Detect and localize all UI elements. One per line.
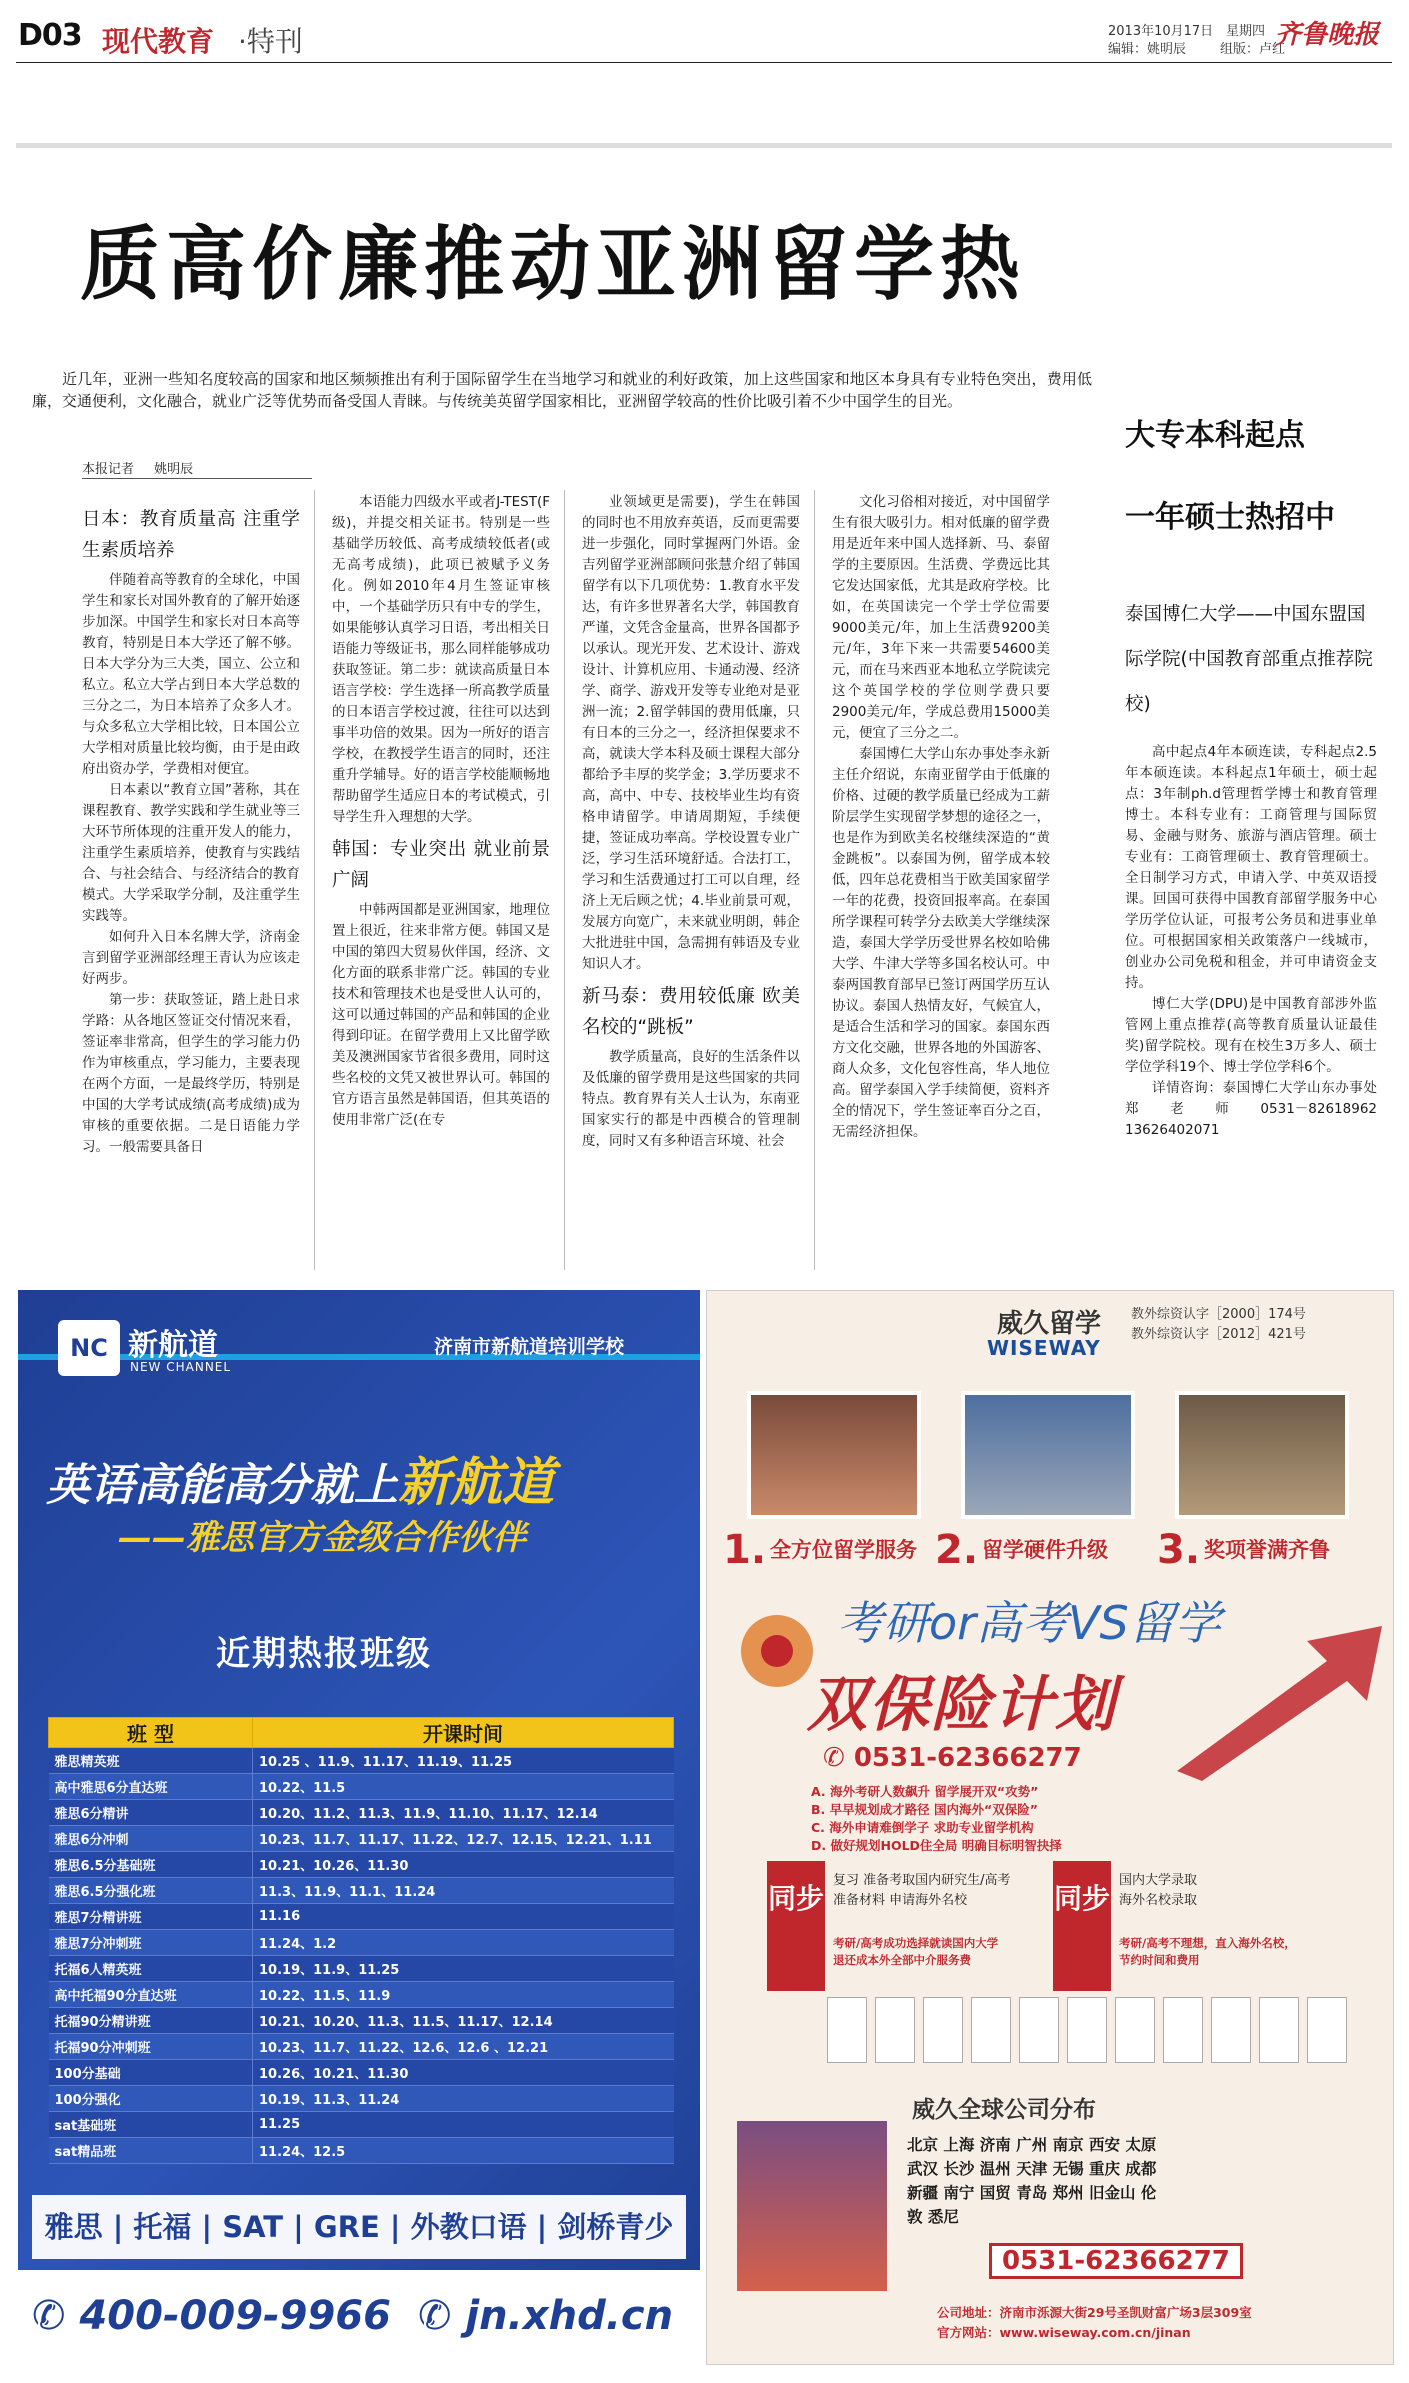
sync-step: 复习 准备考取国内研究生/高考 [833,1873,1011,1888]
license-numbers [1131,1305,1306,1345]
hot-classes-heading: 近期热报班级 [216,1634,432,1674]
class-name: 雅思7分精讲班 [49,1904,253,1930]
offer-letter-icon [1259,1997,1299,2063]
headline-divider [16,143,1392,148]
section-title: 现代教育 [102,25,215,58]
license-line: 教外综资认字［2012］421号 [1131,1327,1306,1342]
offer-letter-icon [1211,1997,1251,2063]
class-dates: 10.20、11.2、11.3、11.9、11.10、11.17、12.14 [253,1800,674,1826]
table-row [49,2034,674,2060]
building-photo-icon [961,1391,1135,1519]
advert-partner-line: ——雅思官方金级合作伙伴 [118,1518,526,1558]
class-name: 雅思6分精讲 [49,1800,253,1826]
slogan-text: 英语高能高分就上 [46,1460,398,1511]
advert-phone: ✆ 0531-62366277 [823,1743,1082,1773]
paragraph: 如何升入日本名牌大学，济南金言到留学亚洲部经理王青认为应该走好两步。 [82,929,300,987]
subhead-japan: 日本：教育质量高 注重学生素质培养 [82,509,300,561]
statue-of-liberty-icon [737,2121,887,2291]
class-name: sat基础班 [49,2112,253,2138]
offer-letter-icon [1307,1997,1347,2063]
table-row [49,1930,674,1956]
paragraph: 第一步：获取签证，踏上赴日求学路：从各地区签证交付情况来看，签证率非常高，但学生的学习能力仍作为审核重点，学习能力，主要表现在两个方面，一是最终学历，特别是中国的大学考试成绩(高考成绩)成为审核的重要依据。二是日语能力学习。一般需要具备日 [82,992,300,1155]
sidebar-body [1125,742,1377,1141]
note-line: 考研/高考不理想，直入海外名校， [1119,1936,1296,1950]
section-subtitle: ·特刊 [238,25,303,58]
sync-steps [833,1871,1011,1911]
offices-heading: 威久全球公司分布 [912,2097,1096,2123]
paragraph: 本语能力四级水平或者J-TEST(F级)，并提交相关证书。特别是一些基础学历较低、高考成绩较低者(或无高考成绩)，此项已被赋予义务化。例如2010年4月生签证审核中，一个基础学历只有中专的学生，如果能够认真学习日语，考出相关日语能力等级证书，那么同样能够成功获取签证。第二步：就读高质量日本语言学校：学生选择一所高教学质量的日本语言学校过渡，往往可以达到事半功倍的效果。因为一所好的语言学校，在教授学生语言的同时，还注重升学辅导。好的语言学校能顺畅地帮助留学生适应日本的考试模式，引导学生升入理想的大学。 [332,494,550,825]
advert-brand: 新航道 [128,1328,218,1363]
article-column-1 [82,498,300,1158]
feature-text: 全方位留学服务 [770,1538,918,1562]
offer-letter-icon [971,1997,1011,2063]
sync-note [833,1935,998,1969]
table-row [49,1956,674,1982]
class-name: 托福90分精讲班 [49,2008,253,2034]
class-dates: 10.21、10.26、11.30 [253,1852,674,1878]
table-row [49,1748,674,1774]
sync-result: 国内大学录取 [1119,1873,1198,1888]
class-dates: 11.16 [253,1904,674,1930]
table-row [49,1852,674,1878]
bullet-item: D. 做好规划HOLD住全局 明确目标明智抉择 [811,1838,1062,1853]
class-name: 100分基础 [49,2060,253,2086]
column-header-date: 开课时间 [253,1718,674,1748]
feature-number: 2. [935,1527,979,1573]
paragraph: 伴随着高等教育的全球化，中国学生和家长对国外教育的了解开始逐步加深。中国学生和家长对日本高等教育，特别是日本大学还了解不够。日本大学分为三大类，国立、公立和私立。私立大学占到日本大学总数的三分之二，为日本培养了众多人才。与众多私立大学相比较，日本国公立大学相对质量比较均衡，由于是由政府出资办学，学费相对便宜。 [82,572,300,777]
exam-types-bar: 雅思 | 托福 | SAT | GRE | 外教口语 | 剑桥青少 [32,2195,686,2259]
feature-text: 留学硬件升级 [982,1538,1109,1562]
advert-plan-title: 双保险计划 [807,1670,1117,1740]
page-number: D03 [18,18,82,53]
column-divider [314,490,315,1270]
class-name: 雅思6分冲刺 [49,1826,253,1852]
company-website: 官方网站：www.wiseway.com.cn/jinan [937,2325,1191,2340]
paragraph: 教学质量高，良好的生活条件以及低廉的留学费用是这些国家的共同特点。教育界有关人士认为，东南亚国家实行的都是中西模合的管理制度，同时又有多种语言环境、社会 [582,1049,800,1149]
class-dates: 10.25 、11.9、11.17、11.19、11.25 [253,1748,674,1774]
offer-letter-icon [1115,1997,1155,2063]
feature-2 [935,1527,1108,1573]
table-row [49,2138,674,2164]
sync-results [1119,1871,1197,1911]
header-divider [16,62,1392,63]
article-byline: 本报记者 姚明辰 [82,462,194,477]
table-row [49,1878,674,1904]
new-channel-advert [18,1290,700,2365]
bullet-item: A. 海外考研人数飙升 留学展开双“攻势” [811,1784,1039,1799]
class-name: 雅思6.5分基础班 [49,1852,253,1878]
class-name: 高中托福90分直达班 [49,1982,253,2008]
column-divider [814,490,815,1270]
wiseway-advert [706,1290,1394,2365]
class-name: 托福90分冲刺班 [49,2034,253,2060]
table-row [49,1774,674,1800]
sync-step: 准备材料 申请海外名校 [833,1893,968,1908]
sync-badge: 同步 [1053,1861,1111,1991]
offer-letter-icon [1163,1997,1203,2063]
column-header-class: 班 型 [49,1718,253,1748]
note-line: 考研/高考成功选择就读国内大学 [833,1936,999,1950]
class-dates: 11.24、1.2 [253,1930,674,1956]
offer-letter-icon [1067,1997,1107,2063]
bullet-item: B. 早早规划成才路径 国内海外“双保险” [811,1802,1038,1817]
subhead-southeast-asia: 新马泰：费用较低廉 欧美名校的“跳板” [582,986,800,1038]
table-row [49,1982,674,2008]
article-lead: 近几年，亚洲一些知名度较高的国家和地区频频推出有利于国际留学生在当地学习和就业的利好政策，加上这些国家和地区本身具有专业特色突出，费用低廉，交通便利，文化融合，就业广泛等优势而备受国人青睐。与传统美英留学国家相比，亚洲留学较高的性价比吸引着不少中国学生的目光。 [32,370,1092,410]
company-address: 公司地址：济南市泺源大街29号圣凯财富广场3层309室 [937,2305,1252,2320]
editor-credit: 编辑：姚明辰 [1108,42,1187,57]
table-row [49,1800,674,1826]
sync-note [1119,1935,1296,1969]
sync-result: 海外名校录取 [1119,1893,1198,1908]
class-dates: 10.26、10.21、11.30 [253,2060,674,2086]
class-name: sat精品班 [49,2138,253,2164]
article-headline: 质高价廉推动亚洲留学热 [80,218,1026,311]
license-line: 教外综资认字［2000］174号 [1131,1307,1306,1322]
slogan-brand: 新航道 [398,1453,555,1513]
feature-number: 1. [723,1527,767,1573]
new-channel-logo-icon: NC [58,1320,120,1376]
table-row [49,2008,674,2034]
table-row [49,2060,674,2086]
bullet-item: C. 海外申请难倒学子 求助专业留学机构 [811,1820,1034,1835]
feature-1 [723,1527,917,1573]
byline-rule [82,478,312,479]
advert-website: ✆ jn.xhd.cn [418,2293,674,2339]
advert-phone: ✆ 400-009-9966 [32,2293,391,2339]
note-line: 退还成本外全部中介服务费 [833,1953,971,1967]
awards-photo-icon [1175,1391,1349,1519]
class-name: 雅思6.5分强化班 [49,1878,253,1904]
class-name: 雅思7分冲刺班 [49,1930,253,1956]
class-dates: 10.23、11.7、11.17、11.22、12.7、12.15、12.21、1.11 [253,1826,674,1852]
table-row [49,1904,674,1930]
layout-credit: 组版：卢红 [1220,42,1286,57]
paragraph: 中韩两国都是亚洲国家，地理位置上很近，往来非常方便。韩国又是中国的第四大贸易伙伴国，经济、文化方面的联系非常广泛。韩国的专业技术和管理技术也是受世人认可的，这可以通过韩国的产品和韩国的企业得到印证。在留学费用上又比留学欧美及澳洲国家节省很多费用，同时这些名校的文凭又被世界认可。韩国的官方语言虽然是韩国语，但其英语的使用非常广泛(在专 [332,902,550,1128]
feature-3 [1157,1527,1330,1573]
column-divider [564,490,565,1270]
offer-letter-icon [875,1997,915,2063]
issue-date: 2013年10月17日 [1108,24,1214,39]
class-dates: 10.23、11.7、11.22、12.6、12.6 、12.21 [253,2034,674,2060]
contact-info: 详情咨询：泰国博仁大学山东办事处 郑老师0531－82618962 13626402071 [1125,1080,1377,1138]
table-header-row [49,1718,674,1748]
sidebar-title-2: 一年硕士热招中 [1125,500,1335,535]
wiseway-logo-en: WISEWAY [987,1336,1101,1360]
advert-bullets [811,1783,1062,1855]
class-dates: 10.22、11.5、11.9 [253,1982,674,2008]
office-photo-icon [747,1391,921,1519]
advert-hotline: 0531-62366277 [989,2243,1243,2279]
table-row [49,2112,674,2138]
offer-letter-icon [827,1997,867,2063]
article-column-2 [332,492,550,1131]
article-column-4 [832,492,1050,1143]
advert-slogan [46,1440,554,1515]
feature-text: 奖项誉满齐鲁 [1204,1538,1331,1562]
class-schedule-table [48,1717,674,2164]
offer-letter-icon [923,1997,963,2063]
article-column-3 [582,492,800,1152]
table-row [49,2086,674,2112]
feature-number: 3. [1157,1527,1201,1573]
advert-contact [937,2303,1252,2343]
paragraph: 博仁大学(DPU)是中国教育部涉外监管网上重点推荐(高等教育质量认证最佳奖)留学院校。现有在校生3万多人、硕士学位学科19个、博士学位学科6个。 [1125,996,1377,1075]
paragraph: 业领域更是需要)，学生在韩国的同时也不用放弃英语，反而更需要进一步强化，同时掌握两门外语。金吉列留学亚洲部顾问张慧介绍了韩国留学有以下几项优势：1.教育水平发达，有许多世界著名大学，韩国教育严谨，文凭含金量高，世界各国都予以承认。现光开发、艺术设计、游戏设计、计算机应用、卡通动漫、经济学、商学、游戏开发等专业绝对是亚洲一流；2.留学韩国的费用低廉，只有日本的三分之一，经济担保要求不高，就读大学本科及硕士课程大部分都给予丰厚的奖学金；3.学历要求不高，高中、中专、技校毕业生均有资格申请留学。申请周期短，手续便捷，签证成功率高。学校设置专业广泛，学习生活环境舒适。合法打工，学习和生活费通过打工可以自理，经济上无后顾之忧；4.毕业前景可观，发展方向宽广，未来就业明朗，韩企大批进驻中国，急需拥有韩语及专业知识人才。 [582,494,800,972]
table-row [49,1826,674,1852]
note-line: 节约时间和费用 [1119,1953,1200,1967]
class-dates: 10.19、11.9、11.25 [253,1956,674,1982]
paragraph: 高中起点4年本硕连读，专科起点2.5年本硕连读。本科起点1年硕士，硕士起点：3年制ph.d管理哲学博士和教育管理博士。本科专业有：工商管理与国际贸易、金融与财务、旅游与酒店管理。硕士专业有：工商管理硕士、教育管理硕士。全日制学习方式，申请入学、中英双语授课。回国可获得中国教育部留学服务中心学历学位认证，可报考公务员和进事业单位。可根据国家相关政策落户一线城市，创业办公司免税和租金，并可申请资金支持。 [1125,744,1377,991]
paragraph: 泰国博仁大学山东办事处李永新主任介绍说，东南亚留学由于低廉的价格、过硬的教学质量已经成为工薪阶层学生实现留学梦想的途径之一，也是作为到欧美名校继续深造的“黄金跳板”。以泰国为例，留学成本较低，四年总花费相当于欧美国家留学一年的花费，投资回报率高。在泰国所学课程可转学分去欧美大学继续深造，泰国大学学历受世界名校如哈佛大学、牛津大学等多国名校认可。中泰两国教育部早已签订两国学历互认协议。泰国人热情友好，气候宜人，是适合生活和学习的国家。泰国东西方文化交融，世界各地的外国游客、商人众多，文化包容性高，华人地位高。留学泰国入学手续简便，资料齐全的情况下，学生签证率百分之百，无需经济担保。 [832,746,1050,1140]
class-dates: 10.22、11.5 [253,1774,674,1800]
advert-school-name: 济南市新航道培训学校 [434,1336,625,1358]
paragraph: 文化习俗相对接近，对中国留学生有很大吸引力。相对低廉的留学费用是近年来中国人选择新、马、泰留学的主要原因。生活费、学费远比其它发达国家低，尤其是政府学校。比如，在英国读完一个学士学位需要9000美元/年，加上生活费9200美元/年，3年下来一共需要54600美元，而在马来西亚本地私立学院读完这个英国学校的学位则学费只要2900美元/年，学成总费用15000美元，便宜了三分之二。 [832,494,1050,741]
class-dates: 10.21、10.20、11.3、11.5、11.17、12.14 [253,2008,674,2034]
class-name: 雅思精英班 [49,1748,253,1774]
subhead-korea: 韩国：专业突出 就业前景广阔 [332,839,550,891]
sidebar-title-1: 大专本科起点 [1125,418,1305,453]
offices-city-list: 北京 上海 济南 广州 南京 西安 太原 武汉 长沙 温州 天津 无锡 重庆 成都 新疆 南宁 国贸 青岛 郑州 旧金山 伦敦 悉尼 [907,2136,1157,2226]
issue-weekday: 星期四 [1226,24,1266,39]
class-dates: 11.3、11.9、11.1、11.24 [253,1878,674,1904]
sync-badge: 同步 [767,1861,825,1991]
class-dates: 11.24、12.5 [253,2138,674,2164]
paragraph: 日本素以“教育立国”著称，其在课程教育、教学实践和学生就业等三大环节所体现的注重开发人的能力，注重学生素质培养，使教育与实践结合、与社会结合、与经济结合的教育模式。大学采取学分制，及注重学生实践等。 [82,782,300,924]
class-dates: 11.25 [253,2112,674,2138]
newspaper-logo: 齐鲁晚报 [1275,20,1380,50]
class-name: 100分强化 [49,2086,253,2112]
advert-brand-en: NEW CHANNEL [130,1360,232,1374]
sidebar-subtitle: 泰国博仁大学——中国东盟国际学院(中国教育部重点推荐院校) [1125,604,1373,715]
wiseway-logo: 威久留学 [997,1309,1102,1339]
advert-tagline: 考研or高考VS留学 [837,1596,1221,1650]
class-name: 高中雅思6分直达班 [49,1774,253,1800]
offer-letter-icon [1019,1997,1059,2063]
class-dates: 10.19、11.3、11.24 [253,2086,674,2112]
class-name: 托福6人精英班 [49,1956,253,1982]
